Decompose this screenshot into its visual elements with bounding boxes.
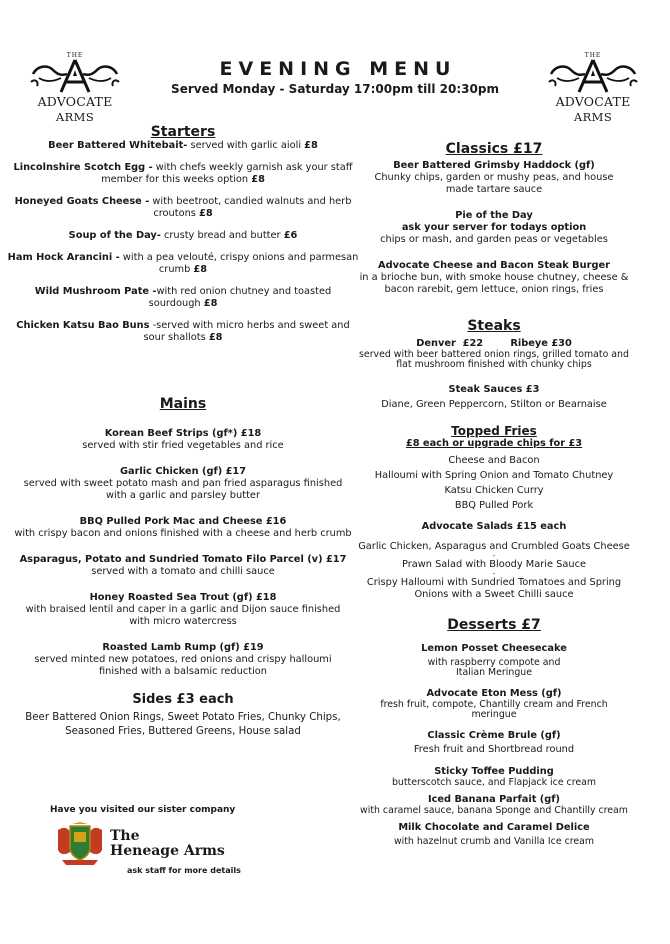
classic-desc: Chunky chips, garden or mushy peas, and house made tartare sauce: [374, 172, 614, 195]
salad-item: Prawn Salad with Bloody Marie Sauce: [401, 559, 587, 570]
dessert-desc: Fresh fruit and Shortbread round: [413, 744, 575, 755]
dessert-name: Classic Crème Brule (gf): [427, 730, 561, 741]
left-column: [2, 124, 364, 344]
main-name: Honey Roasted Sea Trout (gf) £18: [89, 592, 277, 603]
heneage-crest-icon: [54, 822, 106, 866]
starter-item: [2, 196, 364, 220]
dessert-name: Sticky Toffee Pudding: [434, 766, 554, 777]
mains-heading: Mains: [159, 396, 207, 412]
classic-name: Beer Battered Grimsby Haddock (gf): [393, 160, 595, 171]
topped-fries-item: Halloumi with Spring Onion and Tomato Chutney: [374, 470, 614, 481]
dish-name: Beer Battered Whitebait-: [48, 140, 188, 151]
dish-price: £8: [203, 298, 218, 309]
salad-divider: -: [492, 552, 496, 560]
steak-sauces-title: Steak Sauces £3: [448, 384, 540, 395]
steak-desc: served with beer battered onion rings, grilled tomato and flat mushroom finished with chunky chips: [359, 349, 629, 370]
dish-desc: crusty bread and butter: [160, 230, 284, 241]
classic-desc: in a brioche bun, with smoke house chutney, cheese & bacon rarebit, gem lettuce, onion rings, fries: [359, 272, 629, 295]
dish-price: £8: [193, 264, 208, 275]
logo-name-text: ADVOCATE: [555, 94, 631, 109]
main-name: Garlic Chicken (gf) £17: [119, 466, 247, 477]
dessert-name: Iced Banana Parfait (gf): [427, 794, 561, 805]
steaks-heading: Steaks: [467, 318, 521, 334]
main-desc: with crispy bacon and onions finished with a cheese and herb crumb: [14, 528, 352, 539]
sides-list: Beer Battered Onion Rings, Sweet Potato Fries, Chunky Chips, Seasoned Fries, Buttered Greens, House salad: [25, 712, 341, 737]
dish-price: £8: [208, 332, 223, 343]
dish-name: Honeyed Goats Cheese -: [14, 196, 150, 207]
steak-sauces: Diane, Green Peppercorn, Stilton or Bearnaise: [381, 399, 607, 410]
dish-price: £8: [304, 140, 318, 151]
logo-name-text: ADVOCATE: [37, 94, 113, 109]
sister-name-line2: Heneage Arms: [110, 843, 225, 859]
main-desc: served with sweet potato mash and pan fried asparagus finished with a garlic and parsley butter: [23, 478, 343, 501]
classics-heading: Classics £17: [445, 141, 543, 157]
right-column: [352, 141, 636, 847]
dish-price: £8: [251, 174, 265, 185]
dish-name: Ham Hock Arancini -: [7, 252, 120, 263]
sister-name: [110, 829, 225, 859]
starters-heading: Starters: [150, 124, 216, 140]
dish-price: £8: [199, 208, 213, 219]
salad-divider: -: [492, 570, 496, 578]
salads-heading: Advocate Salads £15 each: [421, 521, 567, 532]
menu-subtitle: Served Monday - Saturday 17:00pm till 20:30pm: [171, 82, 499, 96]
dish-desc: with chefs weekly garnish ask your staff member for this weeks option: [101, 162, 353, 185]
starter-item: [2, 140, 364, 152]
starter-item: [2, 252, 364, 276]
dessert-name: Advocate Eton Mess (gf): [426, 688, 562, 699]
topped-fries-item: BBQ Pulled Pork: [454, 500, 534, 511]
dessert-name: Lemon Posset Cheesecake: [421, 643, 567, 654]
dessert-desc: with caramel sauce, banana Sponge and Chantilly cream: [360, 805, 628, 816]
main-name: Korean Beef Strips (gf*) £18: [104, 428, 262, 439]
starter-item: [2, 286, 364, 310]
logo-arms-text: ARMS: [573, 110, 613, 124]
dish-desc: with red onion chutney and toasted sourdough: [148, 286, 332, 309]
dish-name: Soup of the Day-: [68, 230, 161, 241]
main-name: Roasted Lamb Rump (gf) £19: [102, 642, 264, 653]
mains-section: [2, 396, 364, 739]
starter-item: [2, 162, 364, 186]
logo-the-text: THE: [584, 52, 602, 59]
dessert-desc: with raspberry compote and Italian Meringue: [427, 657, 561, 678]
dessert-desc: with hazelnut crumb and Vanilla Ice cream: [393, 836, 595, 847]
main-name: Asparagus, Potato and Sundried Tomato Filo Parcel (v) £17: [19, 554, 347, 565]
topped-fries-item: Cheese and Bacon: [448, 455, 540, 466]
main-desc: with braised lentil and caper in a garlic and Dijon sauce finished with micro watercress: [25, 604, 341, 627]
main-desc: served with stir fried vegetables and rice: [82, 440, 284, 451]
dish-name: Chicken Katsu Bao Buns: [16, 320, 150, 331]
main-name: BBQ Pulled Pork Mac and Cheese £16: [79, 516, 287, 527]
dish-name: Wild Mushroom Pate -: [34, 286, 157, 297]
classic-name-note: ask your server for todays option: [401, 222, 587, 233]
topped-fries-subheading: £8 each or upgrade chips for £3: [405, 438, 583, 449]
main-desc: served with a tomato and chilli sauce: [91, 566, 275, 577]
dish-name: Lincolnshire Scotch Egg -: [13, 162, 153, 173]
steak-cuts: Denver £22 Ribeye £30: [416, 338, 572, 349]
topped-fries-item: Katsu Chicken Curry: [444, 485, 544, 496]
dessert-desc: butterscotch sauce, and Flapjack ice cream: [391, 777, 597, 788]
dish-desc: -served with micro herbs and sweet and sour shallots: [143, 320, 350, 343]
logo-arms-text: ARMS: [55, 110, 95, 124]
sides-heading: Sides £3 each: [132, 692, 234, 707]
menu-title: EVENING MENU: [219, 58, 457, 80]
desserts-heading: Desserts £7: [447, 617, 541, 633]
sister-note: ask staff for more details: [127, 866, 241, 875]
salad-item: Crispy Halloumi with Sundried Tomatoes and Spring Onions with a Sweet Chilli sauce: [366, 577, 622, 600]
topped-fries-heading: Topped Fries: [451, 424, 537, 438]
sister-question: Have you visited our sister company: [50, 805, 236, 815]
salad-item: Garlic Chicken, Asparagus and Crumbled Goats Cheese: [358, 541, 630, 552]
dessert-desc: fresh fruit, compote, Chantilly cream and French meringue: [380, 699, 608, 720]
logo-the-text: THE: [66, 52, 84, 59]
starter-item: [2, 230, 364, 242]
sister-name-line1: The: [110, 828, 140, 844]
classic-name: Pie of the Day: [455, 210, 533, 221]
dish-desc: with beetroot, candied walnuts and herb croutons: [149, 196, 352, 219]
dish-desc: with a pea velouté, crispy onions and parmesan crumb: [119, 252, 359, 275]
main-desc: served minted new potatoes, red onions and crispy halloumi finished with a balsamic reduction: [34, 654, 332, 677]
starter-item: [2, 320, 364, 344]
classic-desc: chips or mash, and garden peas or vegetables: [380, 234, 608, 245]
dish-desc: served with garlic aioli: [187, 140, 305, 151]
dish-price: £6: [283, 230, 298, 241]
classic-name: Advocate Cheese and Bacon Steak Burger: [378, 260, 610, 271]
dessert-name: Milk Chocolate and Caramel Delice: [398, 822, 590, 833]
